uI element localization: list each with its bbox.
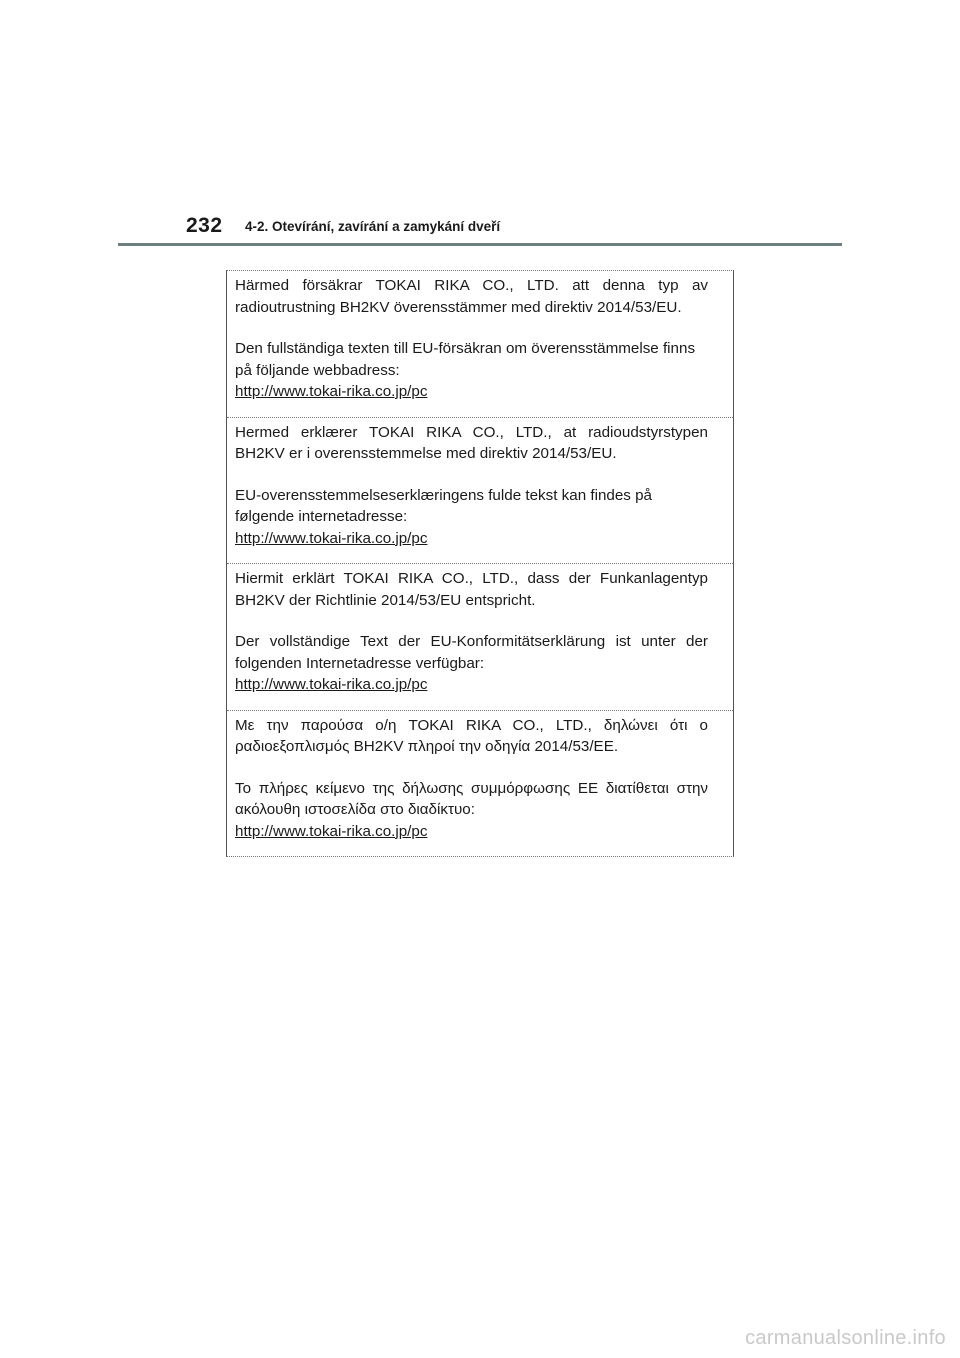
declaration-section-danish bbox=[227, 418, 733, 565]
fulltext-notice: Den fullständiga texten till EU-försäkran om överensstämmelse finns på följande webbadress: bbox=[235, 340, 696, 379]
declaration-link[interactable]: http://www.tokai-rika.co.jp/pc bbox=[235, 529, 428, 547]
fulltext-notice: Der vollständige Text der EU-Konformitätserklärung ist unter der folgenden Internetadresse verfügbar: bbox=[235, 633, 708, 672]
header-divider bbox=[118, 243, 842, 246]
declaration-section-german bbox=[227, 564, 733, 711]
declaration-text: Hiermit erklärt TOKAI RIKA CO., LTD., dass der Funkanlagentyp BH2KV der Richtlinie 2014/53/EU entspricht. bbox=[235, 570, 708, 609]
declaration-link[interactable]: http://www.tokai-rika.co.jp/pc bbox=[235, 676, 428, 693]
declaration-text: Hermed erklærer TOKAI RIKA CO., LTD., at radioudstyrstypen BH2KV er i overensstemmelse med direktiv 2014/53/EU. bbox=[235, 423, 708, 462]
declaration-link[interactable]: http://www.tokai-rika.co.jp/pc bbox=[235, 822, 428, 840]
page-number: 232 bbox=[186, 214, 223, 237]
declaration-text: Härmed försäkrar TOKAI RIKA CO., LTD. att denna typ av radioutrustning BH2KV överensstämmer med direktiv 2014/53/EU. bbox=[235, 277, 708, 316]
fulltext-notice: Το πλήρες κείμενο της δήλωσης συμμόρφωσης ΕΕ διατίθεται στην ακόλουθη ιστοσελίδα στο διαδίκτυο: bbox=[235, 779, 708, 818]
section-title: 4-2. Otevírání, zavírání a zamykání dveří bbox=[245, 219, 501, 234]
watermark: carmanualsonline.info bbox=[745, 1327, 946, 1349]
eu-declaration-box bbox=[226, 270, 734, 857]
declaration-link[interactable]: http://www.tokai-rika.co.jp/pc bbox=[235, 383, 428, 400]
fulltext-notice: EU-overensstemmelseserklæringens fulde tekst kan findes på følgende internetadresse: bbox=[235, 486, 653, 525]
declaration-section-greek bbox=[227, 711, 733, 857]
declaration-section-swedish bbox=[227, 271, 733, 418]
page-header bbox=[0, 0, 960, 250]
declaration-text: Με την παρούσα ο/η TOKAI RIKA CO., LTD., δηλώνει ότι ο ραδιοεξοπλισμός BH2KV πληροί την οδηγία 2014/53/ΕΕ. bbox=[235, 716, 708, 755]
